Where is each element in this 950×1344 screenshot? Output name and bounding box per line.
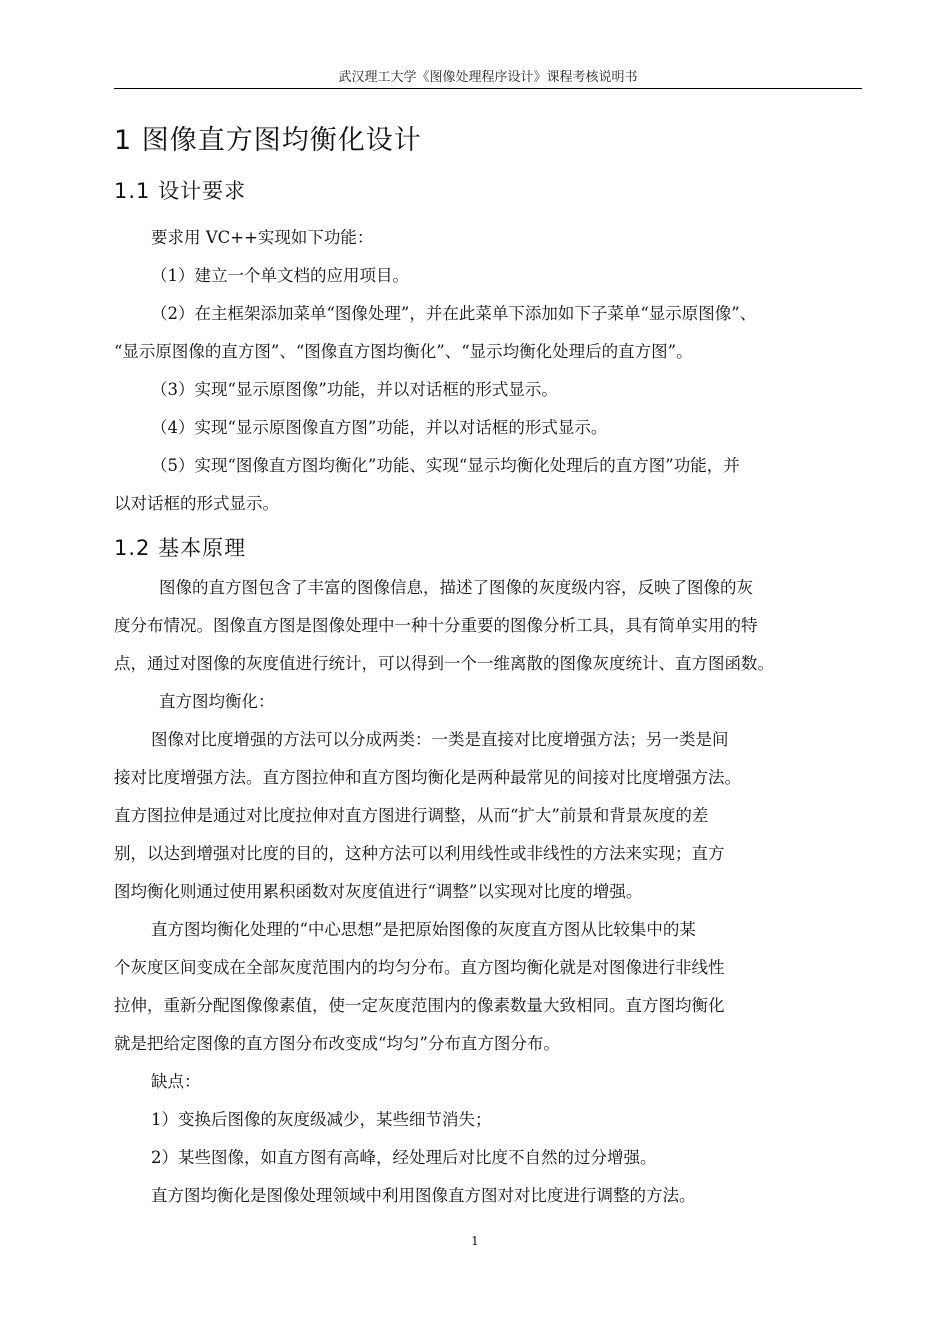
paragraph-line: 图像的直方图包含了丰富的图像信息，描述了图像的灰度级内容，反映了图像的灰 [159, 578, 753, 597]
paragraph-line: 接对比度增强方法。直方图拉伸和直方图均衡化是两种最常见的间接对比度增强方法。 [114, 768, 741, 787]
paragraph-line: 直方图均衡化处理的“中心思想”是把原始图像的灰度直方图从比较集中的某 [151, 920, 696, 939]
paragraph-line: 以对话框的形式显示。 [114, 494, 279, 513]
paragraph-line: 缺点： [151, 1072, 201, 1091]
paragraph-line: 就是把给定图像的直方图分布改变成“均匀”分布直方图分布。 [114, 1034, 560, 1053]
chapter-title: 1 图像直方图均衡化设计 [114, 125, 422, 156]
paragraph-line: 点，通过对图像的灰度值进行统计，可以得到一个一维离散的图像灰度统计、直方图函数。 [114, 654, 774, 673]
paragraph-line: 直方图均衡化是图像处理领域中利用图像直方图对对比度进行调整的方法。 [151, 1186, 696, 1205]
paragraph-line: （5）实现“图像直方图均衡化”功能、实现“显示均衡化处理后的直方图”功能，并 [151, 456, 740, 475]
paragraph-line: （2）在主框架添加菜单“图像处理”，并在此菜单下添加如下子菜单“显示原图像”、 [151, 304, 757, 323]
paragraph-line: 别，以达到增强对比度的目的，这种方法可以利用线性或非线性的方法来实现；直方 [114, 844, 725, 863]
paragraph-line: 图均衡化则通过使用累积函数对灰度值进行“调整”以实现对比度的增强。 [114, 882, 643, 901]
header-rule [114, 88, 862, 89]
page-number: 1 [471, 1234, 479, 1248]
design-requirements-body [114, 219, 862, 523]
paragraph-line: 个灰度区间变成在全部灰度范围内的均匀分布。直方图均衡化就是对图像进行非线性 [114, 958, 725, 977]
running-header: 武汉理工大学《图像处理程序设计》课程考核说明书 [338, 70, 638, 85]
paragraph-line: （1）建立一个单文档的应用项目。 [151, 266, 409, 285]
paragraph-line: （4）实现“显示原图像直方图”功能，并以对话框的形式显示。 [151, 418, 608, 437]
section-title-design-requirements: 1.1 设计要求 [114, 179, 247, 203]
paragraph-line: 直方图均衡化： [159, 692, 275, 711]
section-title-basic-principle: 1.2 基本原理 [114, 536, 247, 560]
paragraph-line: 直方图拉伸是通过对比度拉伸对直方图进行调整，从而“扩大”前景和背景灰度的差 [114, 806, 709, 825]
paragraph-line: 1）变换后图像的灰度级减少，某些细节消失； [151, 1110, 492, 1129]
paragraph-line: （3）实现“显示原图像”功能，并以对话框的形式显示。 [151, 380, 558, 399]
basic-principle-body [114, 569, 862, 1215]
paragraph-line: 图像对比度增强的方法可以分成两类：一类是直接对比度增强方法；另一类是间 [151, 730, 729, 749]
paragraph-line: 拉伸，重新分配图像像素值，使一定灰度范围内的像素数量大致相同。直方图均衡化 [114, 996, 725, 1015]
paragraph-line: 度分布情况。图像直方图是图像处理中一种十分重要的图像分析工具，具有简单实用的特 [114, 616, 758, 635]
paragraph-line: “显示原图像的直方图”、“图像直方图均衡化”、“显示均衡化处理后的直方图”。 [114, 342, 693, 361]
paragraph-line: 要求用 VC++实现如下功能： [151, 228, 374, 247]
paragraph-line: 2）某些图像，如直方图有高峰，经处理后对比度不自然的过分增强。 [151, 1148, 657, 1167]
